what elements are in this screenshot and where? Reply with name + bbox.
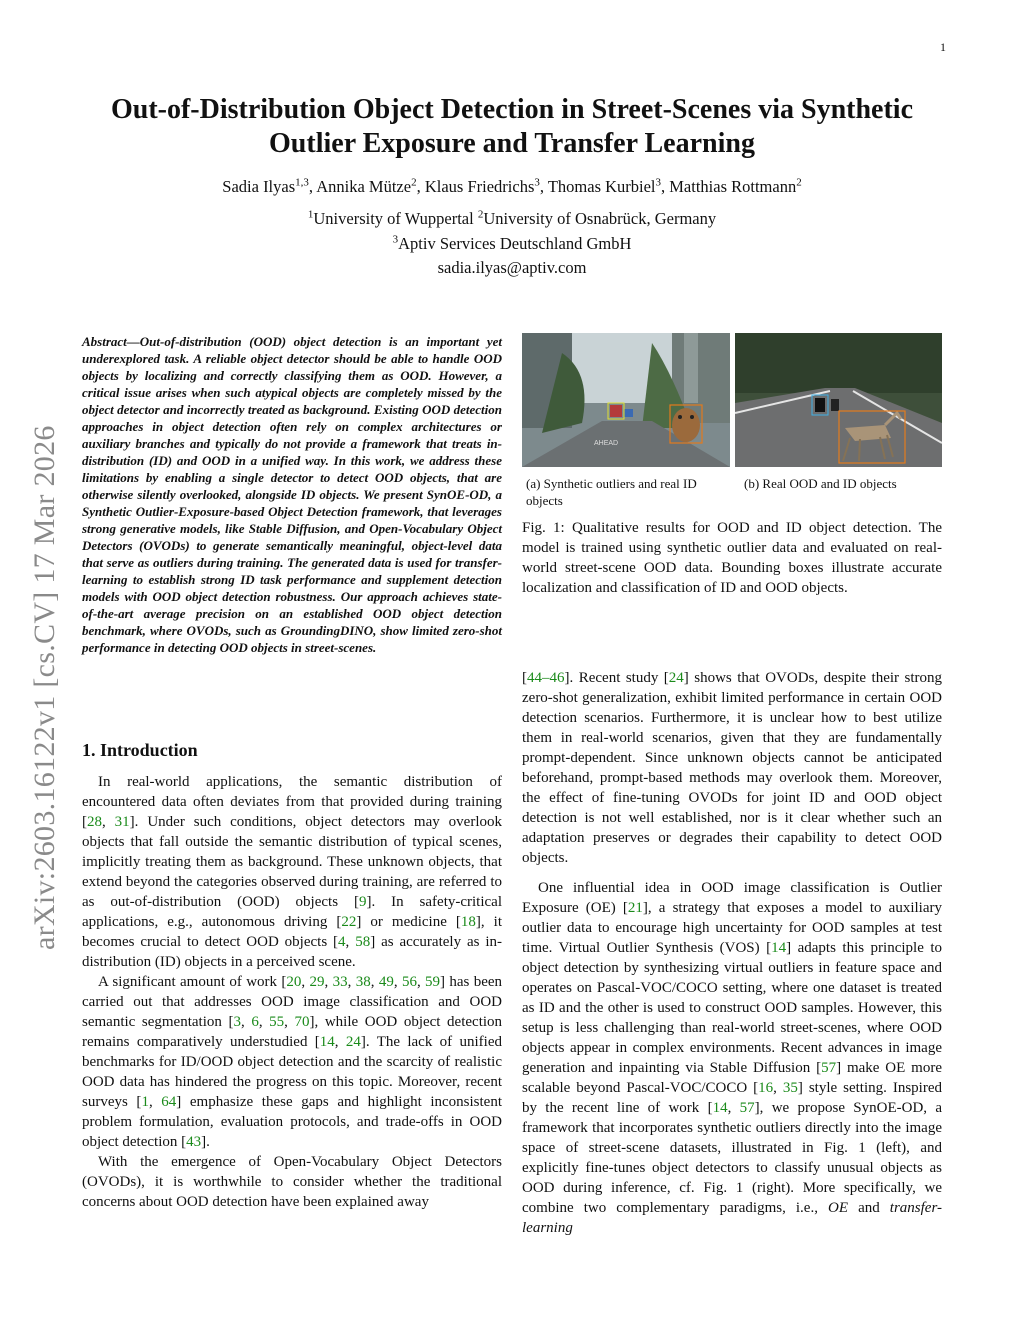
citation-link[interactable]: 3: [233, 1014, 241, 1030]
paragraph: In real-world applications, the semantic distribution of encountered data often deviates from that provided during training [28, 31]. Under such conditions, object detectors may overlook objects that fall outside the semantic distribution of typical scenes, implicitly treating them as background. These unknown objects, that extend beyond the categories observed during training, are referred to as out-of-distribution (OOD) objects [9]. In safety-critical applications, e.g., autonomous driving [22] or medicine [18], it becomes crucial to detect OOD objects [4, 58] as accurately as in-distribution (ID) objects in a perceived scene.: [82, 774, 502, 970]
citation-link[interactable]: 57: [821, 1060, 837, 1076]
author-name: Sadia Ilyas: [222, 177, 296, 196]
citation-link[interactable]: 28: [87, 814, 102, 830]
title-line-2: Outlier Exposure and Transfer Learning: [269, 128, 755, 159]
citation-link[interactable]: 56: [401, 974, 417, 990]
author-name: , Annika Mütze: [308, 177, 412, 196]
citation-link[interactable]: 21: [627, 900, 643, 916]
author-affil-sup: 3: [655, 176, 662, 189]
author-email: sadia.ilyas@aptiv.com: [437, 258, 587, 277]
paragraph: A significant amount of work [20, 29, 33, 38, 49, 56, 59] has been carried out that addresses OOD image classification and OOD semantic segmentation [3, 6, 55, 70], while OOD object detection remains comparatively understudied [14, 24]. The lack of unified benchmarks for ID/OOD object detection and the scarcity of realistic OOD data has hindered the progress on this topic. Moreover, recent surveys [1, 64] emphasize these gaps and highlight inconsistent problem formulation, evaluation protocols, and trade-offs in OOD object detection [43].: [82, 974, 503, 1150]
paragraph: [44–46]. Recent study [24] shows that OVODs, despite their strong zero-shot generalization, exhibit limited performance in certain OOD detection scenarios. Furthermore, it is unclear how to best utilize them in real-world scenarios, given that they are fundamentally prompt-dependent. Since unknown objects cannot be anticipated beforehand, prompt-based methods may overlook them. Moreover, the effect of fine-tuning OVODs for joint ID and OOD object detection is not well established, nor is it clear whether such an adaptation preserves or degrades their capability to detect OOD objects.: [522, 670, 942, 866]
figure-1b-subcaption: (b) Real OOD and ID objects: [744, 476, 897, 491]
citation-link[interactable]: 64: [161, 1094, 177, 1110]
citation-link[interactable]: 55: [269, 1014, 285, 1030]
abstract-label: Abstract: [82, 334, 127, 349]
citation-link[interactable]: 24: [345, 1034, 361, 1050]
figure-1a-subcaption: (a) Synthetic outliers and real ID objects: [526, 476, 697, 508]
figure-1b-image: [735, 333, 942, 467]
citation-link[interactable]: 33: [332, 974, 348, 990]
abstract: [82, 333, 502, 656]
citation-link[interactable]: 14: [712, 1100, 728, 1116]
page-number: 1: [940, 40, 946, 54]
author-affil-sup: 2: [796, 176, 802, 189]
citation-link[interactable]: 16: [758, 1080, 774, 1096]
affiliation-line-1: [60, 209, 964, 229]
author-name: , Klaus Friedrichs: [416, 177, 535, 196]
affil-sup: 2: [477, 208, 484, 221]
emphasis: OE: [828, 1200, 849, 1216]
citation-link[interactable]: 14: [771, 940, 787, 956]
citation-link[interactable]: 57: [739, 1100, 755, 1116]
citation-link[interactable]: 6: [251, 1014, 259, 1030]
affil-text: University of Osnabrück, Germany: [483, 209, 717, 228]
citation-link[interactable]: 44–46: [527, 670, 565, 686]
paragraph: With the emergence of Open-Vocabulary Object Detectors (OVODs), it is worthwhile to consider whether the traditional concerns about OOD detection have been explained away: [82, 1154, 502, 1210]
affil-sup: 3: [392, 233, 399, 246]
citation-link[interactable]: 43: [186, 1134, 202, 1150]
citation-link[interactable]: 22: [341, 914, 357, 930]
affil-sup: 1: [307, 208, 314, 221]
figure-1a-image: [522, 333, 730, 467]
left-column-body: [82, 772, 502, 1212]
citation-link[interactable]: 70: [294, 1014, 310, 1030]
citation-group: 3, 6, 55, 70: [233, 1014, 310, 1030]
paper-title: [60, 93, 964, 161]
citation-link[interactable]: 9: [358, 894, 367, 910]
affil-text: University of Wuppertal: [313, 209, 478, 228]
citation-link[interactable]: 14: [319, 1034, 335, 1050]
citation-link[interactable]: 49: [378, 974, 394, 990]
right-column-body: [522, 668, 942, 1238]
svg-text:AHEAD: AHEAD: [594, 440, 619, 447]
citation-link[interactable]: 18: [460, 914, 476, 930]
section-heading-introduction: 1. Introduction: [82, 740, 198, 760]
emphasis: transfer-learning: [522, 1200, 942, 1236]
citation-link[interactable]: 35: [782, 1080, 798, 1096]
title-line-1: Out-of-Distribution Object Detection in Street-Scenes via Synthetic: [110, 94, 914, 125]
citation-link[interactable]: 20: [286, 974, 302, 990]
citation-link[interactable]: 24: [668, 670, 684, 686]
paragraph: One influential idea in OOD image classification is Outlier Exposure (OE) [21], a strategy that exposes a model to auxiliary outlier data to encourage high uncertainty for OOD samples at test time. Virtual Outlier Synthesis (VOS) [14] adapts this principle to object detection by synthesizing virtual outliers in feature space and operates on Pascal-VOC/COCO setting, where one dataset is treated as ID and the other is used to construct OOD samples. However, this setup is less challenging than real-world street-scenes, where OOD objects appear in complex environments. Recent advances in image generation and inpainting via Stable Diffusion [57] make OE more scalable beyond Pascal-VOC/COCO [16, 35] style setting. Inspired by the recent line of work [14, 57], we propose SynOE-OD, a framework that incorporates synthetic outliers directly into the image space of street-scene datasets, illustrated in Fig. 1 (left), and explicitly fine-tunes object detectors to classify unusual objects as OOD during inference, cf. Fig. 1 (right). More specifically, we combine two complementary paradigms, i.e., OE and transfer-learning: [522, 880, 943, 1236]
affiliation-line-2: [60, 234, 964, 254]
arxiv-stamp: arXiv:2603.16122v1 [cs.CV] 17 Mar 2026: [28, 425, 61, 950]
author-affil-sup: 2: [411, 176, 417, 189]
citation-link[interactable]: 29: [309, 974, 325, 990]
affil-text: Aptiv Services Deutschland GmbH: [398, 234, 632, 253]
citation-link[interactable]: 4: [338, 934, 346, 950]
author-affil-sup: 1,3: [295, 176, 309, 189]
citation-link[interactable]: 59: [425, 974, 441, 990]
citation-link[interactable]: 38: [355, 974, 371, 990]
author-name: , Matthias Rottmann: [661, 177, 797, 196]
citation-link[interactable]: 31: [114, 814, 130, 830]
author-affil-sup: 3: [534, 176, 540, 189]
author-name: , Thomas Kurbiel: [539, 177, 656, 196]
citation-link[interactable]: 1: [141, 1094, 149, 1110]
author-list: [60, 177, 964, 197]
citation-group: 20, 29, 33, 38, 49, 56, 59: [286, 974, 441, 990]
figure-1-caption: Fig. 1: Qualitative results for OOD and ID object detection. The model is trained using synthetic outlier data and evaluated on real-world street-scene OOD data. Bounding boxes illustrate accurate localization and classification of ID and OOD objects.: [522, 520, 942, 596]
abstract-text: —Out-of-distribution (OOD) object detection is an important yet underexplored task. A reliable object detector should be able to handle OOD objects by localizing and correctly classifying them as OOD. However, a critical issue arises when such atypical objects are completely missed by the object detector and incorrectly treated as background. Existing OOD detection approaches in object detection often rely on complex architectures or auxiliary branches and typically do not provide a framework that treats in-distribution (ID) and OOD in a unified way. In this work, we address these limitations by enabling a single detector to detect OOD objects, that are otherwise silently overlooked, alongside ID objects. We present SynOE-OD, a Synthetic Outlier-Exposure-based Object Detection framework, that leverages strong generative models, like Stable Diffusion, and Open-Vocabulary Object Detectors (OVODs) to generate semantically meaningful, object-level data that serve as outliers during training. The generated data is used for transfer-learning to establish strong ID task performance and supplement detection models with OOD object detection robustness. Our approach achieves state-of-the-art average precision on an established OOD object detection benchmark, where OVODs, such as GroundingDINO, show limited zero-shot performance in detecting OOD objects in street-scenes.: [82, 334, 502, 655]
citation-link[interactable]: 58: [355, 934, 371, 950]
